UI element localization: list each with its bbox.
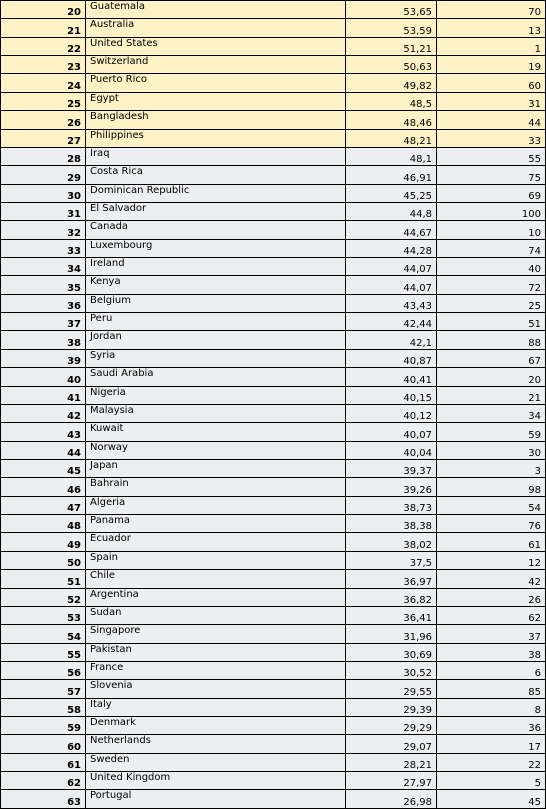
value-cell: 13 — [437, 19, 546, 37]
value-cell: 51 — [437, 313, 546, 331]
rank-cell: 52 — [1, 588, 86, 606]
country-cell: Philippines — [86, 129, 346, 147]
table-row — [1, 478, 546, 496]
score-cell: 48,21 — [346, 129, 437, 147]
table-row — [1, 459, 546, 477]
rank-cell: 39 — [1, 349, 86, 367]
ranking-table-body — [1, 1, 546, 809]
table-row — [1, 129, 546, 147]
table-row — [1, 74, 546, 92]
table-row — [1, 533, 546, 551]
country-cell: Puerto Rico — [86, 74, 346, 92]
value-cell: 21 — [437, 386, 546, 404]
score-cell: 29,29 — [346, 717, 437, 735]
rank-cell: 45 — [1, 459, 86, 477]
country-cell: Malaysia — [86, 404, 346, 422]
score-cell: 40,04 — [346, 441, 437, 459]
country-cell: Guatemala — [86, 1, 346, 19]
country-cell: Pakistan — [86, 643, 346, 661]
rank-cell: 21 — [1, 19, 86, 37]
score-cell: 29,07 — [346, 735, 437, 753]
rank-cell: 35 — [1, 276, 86, 294]
value-cell: 100 — [437, 202, 546, 220]
country-cell: Australia — [86, 19, 346, 37]
rank-cell: 23 — [1, 56, 86, 74]
country-cell: Denmark — [86, 717, 346, 735]
country-cell: Portugal — [86, 790, 346, 808]
rank-cell: 28 — [1, 147, 86, 165]
country-cell: Singapore — [86, 625, 346, 643]
table-row — [1, 92, 546, 110]
value-cell: 12 — [437, 551, 546, 569]
table-row — [1, 1, 546, 19]
country-cell: Nigeria — [86, 386, 346, 404]
table-row — [1, 625, 546, 643]
rank-cell: 31 — [1, 202, 86, 220]
score-cell: 40,12 — [346, 404, 437, 422]
rank-cell: 42 — [1, 404, 86, 422]
value-cell: 61 — [437, 533, 546, 551]
score-cell: 44,07 — [346, 258, 437, 276]
value-cell: 75 — [437, 166, 546, 184]
value-cell: 36 — [437, 717, 546, 735]
table-row — [1, 368, 546, 386]
table-row — [1, 221, 546, 239]
score-cell: 36,82 — [346, 588, 437, 606]
rank-cell: 53 — [1, 606, 86, 624]
table-row — [1, 790, 546, 808]
table-row — [1, 294, 546, 312]
value-cell: 20 — [437, 368, 546, 386]
table-row — [1, 698, 546, 716]
table-row — [1, 147, 546, 165]
value-cell: 42 — [437, 570, 546, 588]
country-cell: Netherlands — [86, 735, 346, 753]
value-cell: 10 — [437, 221, 546, 239]
rank-cell: 30 — [1, 184, 86, 202]
rank-cell: 43 — [1, 423, 86, 441]
table-row — [1, 441, 546, 459]
value-cell: 67 — [437, 349, 546, 367]
score-cell: 44,28 — [346, 239, 437, 257]
rank-cell: 26 — [1, 111, 86, 129]
table-row — [1, 258, 546, 276]
table-row — [1, 606, 546, 624]
rank-cell: 37 — [1, 313, 86, 331]
rank-cell: 34 — [1, 258, 86, 276]
rank-cell: 62 — [1, 772, 86, 790]
value-cell: 30 — [437, 441, 546, 459]
country-cell: France — [86, 661, 346, 679]
score-cell: 30,52 — [346, 661, 437, 679]
rank-cell: 41 — [1, 386, 86, 404]
rank-cell: 24 — [1, 74, 86, 92]
score-cell: 30,69 — [346, 643, 437, 661]
rank-cell: 27 — [1, 129, 86, 147]
score-cell: 29,55 — [346, 680, 437, 698]
score-cell: 26,98 — [346, 790, 437, 808]
score-cell: 36,97 — [346, 570, 437, 588]
rank-cell: 61 — [1, 753, 86, 771]
score-cell: 40,15 — [346, 386, 437, 404]
country-cell: Kuwait — [86, 423, 346, 441]
table-row — [1, 551, 546, 569]
table-row — [1, 423, 546, 441]
country-cell: Italy — [86, 698, 346, 716]
table-row — [1, 276, 546, 294]
country-cell: Syria — [86, 349, 346, 367]
value-cell: 37 — [437, 625, 546, 643]
score-cell: 51,21 — [346, 37, 437, 55]
rank-cell: 22 — [1, 37, 86, 55]
rank-cell: 48 — [1, 515, 86, 533]
country-cell: Norway — [86, 441, 346, 459]
table-row — [1, 331, 546, 349]
rank-cell: 55 — [1, 643, 86, 661]
rank-cell: 46 — [1, 478, 86, 496]
table-row — [1, 772, 546, 790]
value-cell: 26 — [437, 588, 546, 606]
value-cell: 44 — [437, 111, 546, 129]
country-cell: Iraq — [86, 147, 346, 165]
score-cell: 28,21 — [346, 753, 437, 771]
value-cell: 17 — [437, 735, 546, 753]
rank-cell: 63 — [1, 790, 86, 808]
country-cell: Jordan — [86, 331, 346, 349]
rank-cell: 54 — [1, 625, 86, 643]
country-cell: Sudan — [86, 606, 346, 624]
score-cell: 44,8 — [346, 202, 437, 220]
value-cell: 88 — [437, 331, 546, 349]
score-cell: 42,44 — [346, 313, 437, 331]
rank-cell: 50 — [1, 551, 86, 569]
table-row — [1, 753, 546, 771]
country-cell: Peru — [86, 313, 346, 331]
table-row — [1, 202, 546, 220]
score-cell: 31,96 — [346, 625, 437, 643]
score-cell: 29,39 — [346, 698, 437, 716]
rank-cell: 56 — [1, 661, 86, 679]
rank-cell: 44 — [1, 441, 86, 459]
value-cell: 5 — [437, 772, 546, 790]
table-row — [1, 515, 546, 533]
value-cell: 62 — [437, 606, 546, 624]
rank-cell: 57 — [1, 680, 86, 698]
score-cell: 39,26 — [346, 478, 437, 496]
table-row — [1, 570, 546, 588]
value-cell: 45 — [437, 790, 546, 808]
table-row — [1, 588, 546, 606]
value-cell: 60 — [437, 74, 546, 92]
value-cell: 38 — [437, 643, 546, 661]
rank-cell: 47 — [1, 496, 86, 514]
country-cell: Japan — [86, 459, 346, 477]
value-cell: 74 — [437, 239, 546, 257]
rank-cell: 40 — [1, 368, 86, 386]
table-row — [1, 184, 546, 202]
country-cell: United States — [86, 37, 346, 55]
country-cell: Luxembourg — [86, 239, 346, 257]
country-cell: Bangladesh — [86, 111, 346, 129]
rank-cell: 38 — [1, 331, 86, 349]
value-cell: 76 — [437, 515, 546, 533]
rank-cell: 51 — [1, 570, 86, 588]
table-row — [1, 680, 546, 698]
value-cell: 3 — [437, 459, 546, 477]
score-cell: 44,07 — [346, 276, 437, 294]
rank-cell: 29 — [1, 166, 86, 184]
country-cell: Switzerland — [86, 56, 346, 74]
score-cell: 40,87 — [346, 349, 437, 367]
value-cell: 8 — [437, 698, 546, 716]
country-cell: Ireland — [86, 258, 346, 276]
value-cell: 33 — [437, 129, 546, 147]
country-cell: Panama — [86, 515, 346, 533]
score-cell: 49,82 — [346, 74, 437, 92]
value-cell: 98 — [437, 478, 546, 496]
table-row — [1, 661, 546, 679]
rank-cell: 36 — [1, 294, 86, 312]
value-cell: 55 — [437, 147, 546, 165]
country-cell: Costa Rica — [86, 166, 346, 184]
score-cell: 53,65 — [346, 1, 437, 19]
table-row — [1, 37, 546, 55]
country-cell: Argentina — [86, 588, 346, 606]
score-cell: 38,02 — [346, 533, 437, 551]
score-cell: 37,5 — [346, 551, 437, 569]
rank-cell: 60 — [1, 735, 86, 753]
rank-cell: 32 — [1, 221, 86, 239]
score-cell: 53,59 — [346, 19, 437, 37]
score-cell: 46,91 — [346, 166, 437, 184]
score-cell: 50,63 — [346, 56, 437, 74]
table-row — [1, 404, 546, 422]
score-cell: 48,46 — [346, 111, 437, 129]
score-cell: 38,73 — [346, 496, 437, 514]
table-row — [1, 313, 546, 331]
value-cell: 72 — [437, 276, 546, 294]
value-cell: 31 — [437, 92, 546, 110]
table-row — [1, 386, 546, 404]
country-cell: Canada — [86, 221, 346, 239]
value-cell: 59 — [437, 423, 546, 441]
country-cell: Chile — [86, 570, 346, 588]
country-cell: Belgium — [86, 294, 346, 312]
score-cell: 48,5 — [346, 92, 437, 110]
score-cell: 48,1 — [346, 147, 437, 165]
country-cell: Egypt — [86, 92, 346, 110]
score-cell: 42,1 — [346, 331, 437, 349]
value-cell: 70 — [437, 1, 546, 19]
value-cell: 6 — [437, 661, 546, 679]
score-cell: 27,97 — [346, 772, 437, 790]
score-cell: 39,37 — [346, 459, 437, 477]
value-cell: 1 — [437, 37, 546, 55]
value-cell: 69 — [437, 184, 546, 202]
value-cell: 22 — [437, 753, 546, 771]
country-cell: Kenya — [86, 276, 346, 294]
rank-cell: 20 — [1, 1, 86, 19]
table-row — [1, 239, 546, 257]
country-cell: Sweden — [86, 753, 346, 771]
country-cell: Algeria — [86, 496, 346, 514]
score-cell: 44,67 — [346, 221, 437, 239]
country-cell: Ecuador — [86, 533, 346, 551]
score-cell: 36,41 — [346, 606, 437, 624]
table-row — [1, 735, 546, 753]
rank-cell: 33 — [1, 239, 86, 257]
country-cell: United Kingdom — [86, 772, 346, 790]
score-cell: 40,07 — [346, 423, 437, 441]
rank-cell: 49 — [1, 533, 86, 551]
table-row — [1, 349, 546, 367]
value-cell: 54 — [437, 496, 546, 514]
table-row — [1, 111, 546, 129]
table-row — [1, 496, 546, 514]
score-cell: 40,41 — [346, 368, 437, 386]
value-cell: 25 — [437, 294, 546, 312]
value-cell: 19 — [437, 56, 546, 74]
country-cell: Spain — [86, 551, 346, 569]
table-row — [1, 19, 546, 37]
score-cell: 45,25 — [346, 184, 437, 202]
country-cell: Dominican Republic — [86, 184, 346, 202]
table-row — [1, 56, 546, 74]
value-cell: 34 — [437, 404, 546, 422]
rank-cell: 25 — [1, 92, 86, 110]
value-cell: 85 — [437, 680, 546, 698]
table-row — [1, 643, 546, 661]
table-row — [1, 166, 546, 184]
value-cell: 40 — [437, 258, 546, 276]
country-cell: Slovenia — [86, 680, 346, 698]
rank-cell: 59 — [1, 717, 86, 735]
country-cell: El Salvador — [86, 202, 346, 220]
country-cell: Bahrain — [86, 478, 346, 496]
table-row — [1, 717, 546, 735]
score-cell: 38,38 — [346, 515, 437, 533]
rank-cell: 58 — [1, 698, 86, 716]
score-cell: 43,43 — [346, 294, 437, 312]
country-cell: Saudi Arabia — [86, 368, 346, 386]
